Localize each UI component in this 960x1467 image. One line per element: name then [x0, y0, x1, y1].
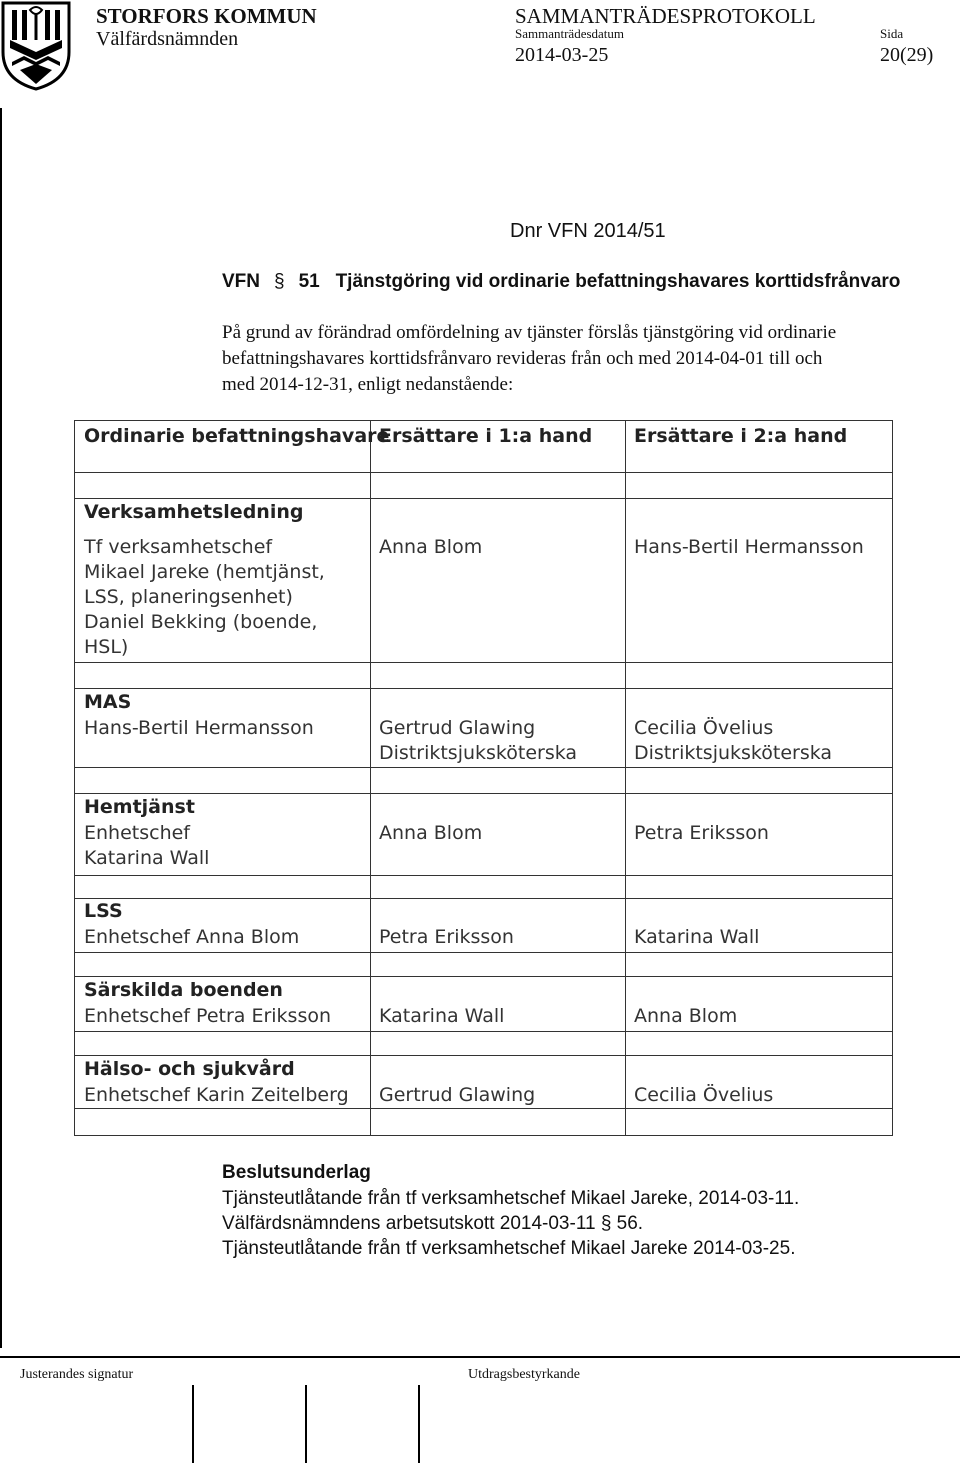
table-cell — [625, 498, 893, 663]
ordinary-holder-line: Katarina Wall — [84, 847, 210, 869]
column-header-first-substitute: Ersättare i 1:a hand — [379, 425, 593, 447]
case-heading — [222, 271, 900, 293]
spacer-row — [625, 1108, 893, 1136]
municipality-coat-of-arms-logo — [0, 0, 72, 92]
spacer-row — [625, 875, 893, 899]
ordinary-holder-line: Tf verksamhetschef — [84, 536, 273, 558]
substitution-table — [74, 420, 893, 1136]
ordinary-holder-line: Mikael Jareke (hemtjänst, — [84, 561, 325, 583]
second-substitute: Cecilia Övelius — [634, 717, 774, 739]
section-symbol: § — [274, 271, 285, 292]
row-heading-halso-och-sjukvard: Hälso- och sjukvård — [84, 1058, 295, 1080]
signature-box-divider — [192, 1385, 194, 1463]
column-header-second-substitute: Ersättare i 2:a hand — [634, 425, 848, 447]
left-margin-rule — [0, 108, 2, 1348]
ordinary-holder: Hans-Bertil Hermansson — [84, 717, 314, 739]
row-heading-sarskilda-boenden: Särskilda boenden — [84, 979, 283, 1001]
second-substitute-title: Distriktsjuksköterska — [634, 742, 833, 764]
table-cell — [370, 498, 626, 663]
case-title: Tjänstgöring vid ordinarie befattningshavares korttidsfrånvaro — [335, 271, 901, 292]
spacer-row — [370, 472, 626, 499]
protocol-title: SAMMANTRÄDESPROTOKOLL — [515, 4, 816, 28]
first-substitute: Gertrud Glawing — [379, 717, 536, 739]
second-substitute: Petra Eriksson — [634, 822, 769, 844]
case-reference-number: Dnr VFN 2014/51 — [510, 220, 666, 242]
decision-basis-heading: Beslutsunderlag — [222, 1162, 371, 1183]
signature-label: Justerandes signatur — [20, 1367, 134, 1382]
department-name: Välfärdsnämnden — [96, 28, 239, 50]
second-substitute: Cecilia Övelius — [634, 1084, 774, 1106]
intro-line: med 2014-12-31, enligt nedanstående: — [222, 374, 514, 395]
intro-line: befattningshavares korttidsfrånvaro revideras från och med 2014-04-01 till och — [222, 348, 823, 369]
ordinary-holder: Enhetschef Petra Eriksson — [84, 1005, 332, 1027]
signature-box-divider — [305, 1385, 307, 1463]
spacer-row — [74, 662, 371, 689]
spacer-row — [74, 767, 371, 794]
first-substitute: Petra Eriksson — [379, 926, 514, 948]
first-substitute: Anna Blom — [379, 536, 483, 558]
row-heading-verksamhetsledning: Verksamhetsledning — [84, 501, 304, 523]
first-substitute-title: Distriktsjuksköterska — [379, 742, 578, 764]
spacer-row — [74, 1031, 371, 1056]
decision-basis-line: Tjänsteutlåtande från tf verksamhetschef Mikael Jareke, 2014-03-11. — [222, 1188, 800, 1209]
row-heading-hemtjanst: Hemtjänst — [84, 796, 195, 818]
column-header-ordinary: Ordinarie befattningshavare — [84, 425, 390, 447]
certification-label: Utdragsbestyrkande — [468, 1367, 580, 1382]
meeting-date: 2014-03-25 — [515, 44, 609, 66]
intro-paragraph — [222, 320, 836, 398]
spacer-row — [370, 952, 626, 977]
signature-box-divider — [418, 1385, 420, 1463]
spacer-row — [625, 1031, 893, 1056]
spacer-row — [625, 952, 893, 977]
municipality-name: STORFORS KOMMUN — [96, 4, 317, 28]
ordinary-holder-line: LSS, planeringsenhet) — [84, 586, 293, 608]
spacer-row — [625, 472, 893, 499]
page-label: Sida — [880, 26, 904, 41]
meeting-date-label: Sammanträdesdatum — [515, 26, 625, 41]
spacer-row — [370, 1031, 626, 1056]
first-substitute: Gertrud Glawing — [379, 1084, 536, 1106]
spacer-row — [74, 472, 371, 499]
ordinary-holder-line: HSL) — [84, 636, 129, 658]
spacer-row — [370, 662, 626, 689]
ordinary-holder-line: Enhetschef — [84, 822, 190, 844]
case-series: VFN — [222, 271, 260, 292]
decision-basis-line: Välfärdsnämndens arbetsutskott 2014-03-11 § 56. — [222, 1213, 644, 1234]
spacer-row — [370, 767, 626, 794]
section-number: 51 — [298, 271, 320, 292]
ordinary-holder: Enhetschef Anna Blom — [84, 926, 300, 948]
spacer-row — [74, 952, 371, 977]
row-heading-lss: LSS — [84, 900, 123, 922]
intro-line: På grund av förändrad omfördelning av tjänster förslås tjänstgöring vid ordinarie — [222, 322, 837, 343]
spacer-row — [625, 767, 893, 794]
second-substitute: Hans-Bertil Hermansson — [634, 536, 864, 558]
spacer-row — [370, 1108, 626, 1136]
ordinary-holder-line: Daniel Bekking (boende, — [84, 611, 318, 633]
decision-basis-line: Tjänsteutlåtande från tf verksamhetschef Mikael Jareke 2014-03-25. — [222, 1238, 796, 1259]
spacer-row — [74, 1108, 371, 1136]
ordinary-holder: Enhetschef Karin Zeitelberg — [84, 1084, 349, 1106]
page-number: 20(29) — [880, 44, 934, 66]
footer-rule — [0, 1356, 960, 1358]
first-substitute: Anna Blom — [379, 822, 483, 844]
spacer-row — [625, 662, 893, 689]
second-substitute: Anna Blom — [634, 1005, 738, 1027]
row-heading-mas: MAS — [84, 691, 132, 713]
spacer-row — [74, 875, 371, 899]
spacer-row — [370, 875, 626, 899]
second-substitute: Katarina Wall — [634, 926, 760, 948]
first-substitute: Katarina Wall — [379, 1005, 505, 1027]
